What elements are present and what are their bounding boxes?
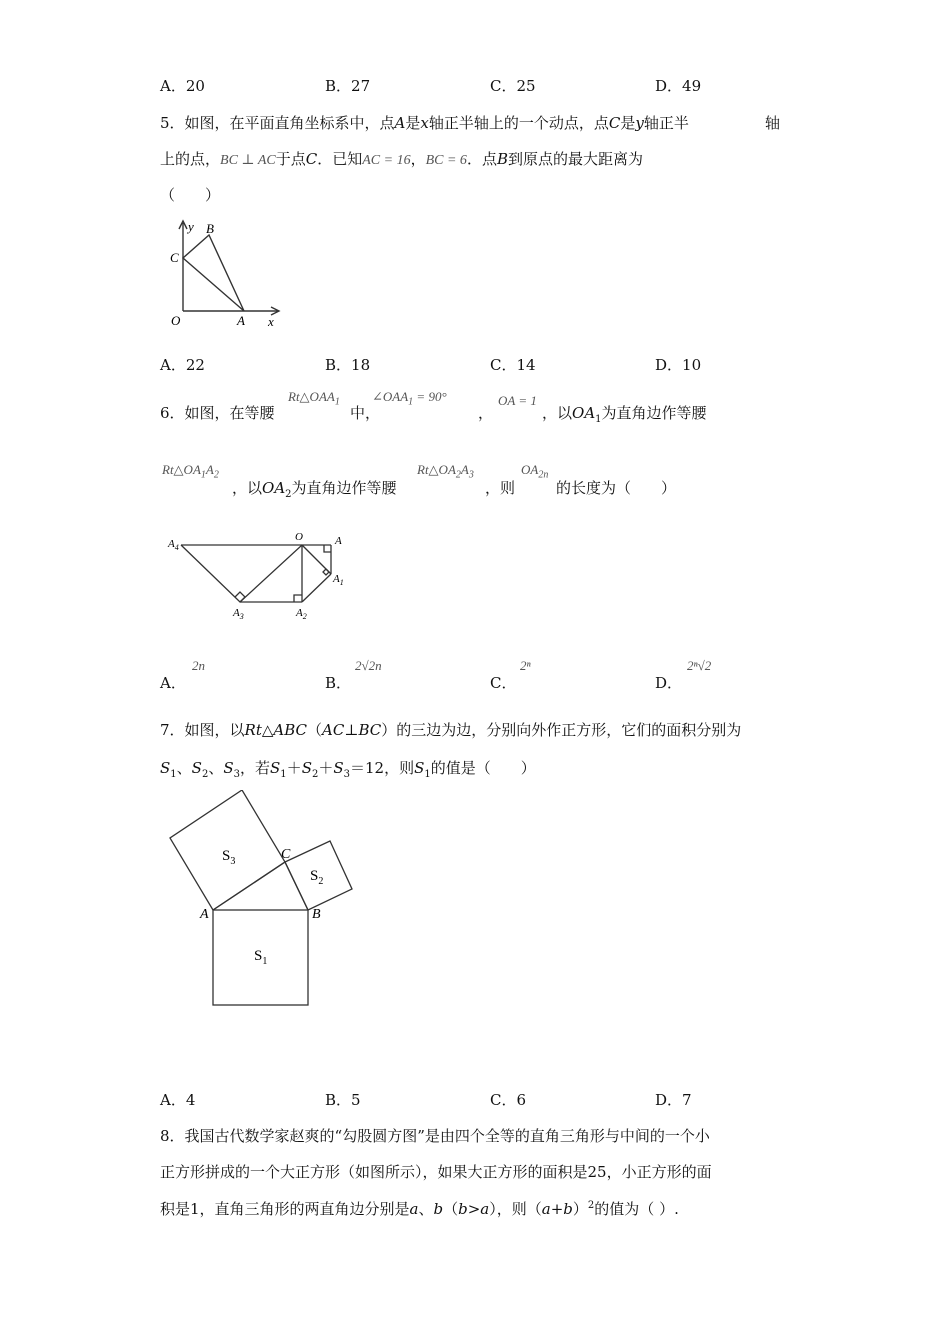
q6-math-rt-oaa1: $Rt\triangle OAA_1$ — [288, 389, 340, 408]
q6-right-angle-a1 — [323, 569, 329, 575]
q6-math-angle: $\angle OAA_1 = 90^\circ$ — [372, 389, 447, 408]
q6-stem-line2c: 的长度为（ ） — [556, 479, 677, 497]
q5-label-x: x — [268, 314, 274, 329]
q7-stem-line2: $S_1$、$S_2$、$S_3$，若$S_1+S_2+S_3=12$，则$S_1$的值是（ ） — [160, 759, 536, 780]
q7-label-a: A — [200, 907, 209, 922]
q6-figure — [160, 528, 360, 623]
q7-label-c: C — [281, 847, 291, 862]
q7-triangle-abc — [213, 862, 308, 910]
q6-stem-line1b: 中， — [350, 404, 381, 422]
q8-stem-line1: 8．我国古代数学家赵爽的“勾股圆方图”是由四个全等的直角三角形与中间的一个小 — [160, 1127, 710, 1145]
q6-option-d-value: 2ⁿ√2 — [687, 658, 712, 673]
q6-stem-line2a: ，以$OA_2$为直角边作等腰 — [232, 479, 397, 500]
q6-segment-a1-a2 — [302, 574, 331, 602]
q7-option-d: D．7 — [655, 1091, 692, 1109]
q4-option-a: A．20 — [160, 77, 205, 95]
q6-option-b-value: 2√2n — [355, 658, 382, 673]
q6-right-angle-a3 — [235, 592, 245, 602]
q8-stem-line3: 积是1，直角三角形的两直角边分别是a、b（b>a），则$(a+b)^2$的值为（ ）. — [160, 1200, 679, 1218]
q5-figure — [160, 215, 290, 335]
q6-outline — [181, 545, 331, 602]
q6-label-a3: $A_3$ — [233, 607, 244, 621]
q5-label-y: y — [188, 219, 194, 234]
q6-label-a4: $A_4$ — [168, 538, 179, 552]
q6-right-angle-a — [324, 545, 331, 552]
q6-math-oa: OA = 1 — [498, 393, 537, 408]
q4-option-b: B．27 — [325, 77, 371, 95]
q6-math-rt-oa1a2: $Rt\triangle OA_1A_2$ — [162, 462, 219, 481]
q8-stem-line2: 正方形拼成的一个大正方形（如图所示），如果大正方形的面积是25，小正方形的面 — [160, 1163, 712, 1181]
q4-option-d: D．49 — [655, 77, 702, 95]
q5-triangle-abc — [183, 235, 244, 311]
q6-right-angle-a2 — [294, 595, 302, 602]
q6-stem-line1d: ，以$OA_1$为直角边作等腰 — [542, 404, 707, 425]
q5-stem-line1-end: 轴 — [765, 114, 781, 132]
q6-option-b-label: B． — [325, 674, 352, 692]
q6-option-d-label: D． — [655, 674, 683, 692]
q5-option-c: C．14 — [490, 356, 536, 374]
q6-stem-line1c: ， — [478, 404, 494, 422]
q5-option-d: D．10 — [655, 356, 702, 374]
q7-label-s2: $S_2$ — [310, 868, 324, 887]
q6-option-c-label: C． — [490, 674, 517, 692]
q5-label-c: C — [170, 250, 179, 265]
q6-label-o: O — [295, 531, 303, 543]
q6-label-a: A — [335, 535, 342, 547]
q6-label-a1: $A_1$ — [333, 573, 344, 587]
q5-stem-line2: 上的点，BC ⊥ AC于点C．已知AC = 16，BC = 6．点B到原点的最大距离为 — [160, 150, 643, 168]
q6-stem-line2b: ，则 — [485, 479, 516, 497]
q6-math-oa2n: $OA_{2n}$ — [521, 462, 549, 481]
q6-stem-line1a: 6．如图，在等腰 — [160, 404, 275, 422]
q5-answer-paren: （ ） — [160, 186, 221, 204]
q5-label-o: O — [171, 313, 181, 328]
q5-option-b: B．18 — [325, 356, 371, 374]
q7-option-c: C．6 — [490, 1091, 527, 1109]
q5-option-a: A．22 — [160, 356, 205, 374]
q4-option-c: C．25 — [490, 77, 536, 95]
q7-figure — [160, 790, 370, 1015]
q7-option-b: B．5 — [325, 1091, 361, 1109]
q5-label-a: A — [237, 313, 245, 328]
q7-stem-line1: 7．如图，以Rt△ABC（AC⊥BC）的三边为边，分别向外作正方形，它们的面积分别为 — [160, 721, 742, 739]
q6-option-c-value: 2ⁿ — [520, 658, 531, 673]
q7-label-s1: $S_1$ — [254, 948, 268, 967]
q6-option-a-value: 2n — [192, 658, 205, 673]
q6-option-a-label: A． — [160, 674, 186, 692]
q6-label-a2: $A_2$ — [296, 607, 307, 621]
q7-label-b: B — [312, 907, 321, 922]
q6-math-rt-oa2a3: $Rt\triangle OA_2A_3$ — [417, 462, 474, 481]
q5-stem-line1: 5．如图，在平面直角坐标系中，点A是x轴正半轴上的一个动点，点C是y轴正半 — [160, 114, 689, 132]
q7-option-a: A．4 — [160, 1091, 196, 1109]
q7-label-s3: $S_3$ — [222, 848, 236, 867]
q5-label-b: B — [206, 221, 214, 236]
